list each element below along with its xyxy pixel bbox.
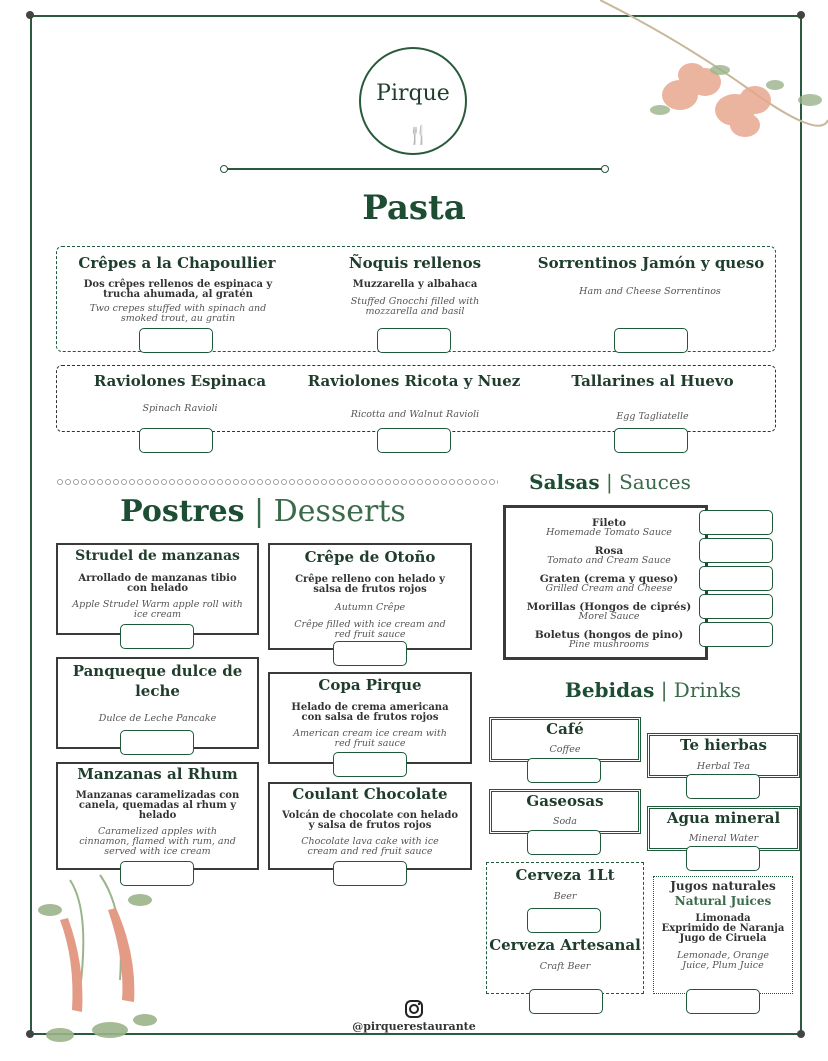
sauce-name: Graten (crema y queso)	[539, 573, 679, 585]
price-box	[529, 989, 603, 1014]
drinks-title-es: Bebidas	[564, 678, 655, 702]
dish-name: Copa Pirque	[318, 676, 422, 694]
price-box	[699, 510, 773, 535]
price-box	[686, 774, 760, 799]
price-box	[333, 861, 407, 886]
restaurant-logo	[359, 47, 467, 155]
dish-name: Sorrentinos Jamón y queso	[537, 254, 765, 272]
pasta-title: Pasta	[362, 188, 466, 228]
logo-divider	[225, 168, 605, 170]
dish-en: Spinach Ravioli	[142, 403, 218, 414]
dish-en: American cream ice cream with red fruit sauce	[293, 728, 447, 749]
drink-name: Cerveza 1Lt	[515, 866, 615, 884]
juice-item: Exprimido de Naranja	[661, 923, 785, 934]
sauce-name: Morillas (Hongos de ciprés)	[526, 601, 692, 613]
drink-en: Beer	[553, 891, 577, 902]
drink-name: Gaseosas	[526, 792, 604, 810]
drinks-title-en: Drinks	[673, 678, 742, 702]
sauce-name: Boletus (hongos de pino)	[534, 629, 684, 641]
price-box	[377, 328, 451, 353]
dish-en: Ham and Cheese Sorrentinos	[579, 286, 721, 297]
drink-en: Coffee	[549, 744, 581, 755]
sauces-title-es: Salsas	[529, 470, 600, 494]
dish-desc: Dos crêpes rellenos de espinaca y trucha ahumada, al gratén	[83, 279, 273, 300]
juice-item: Jugo de Ciruela	[679, 933, 767, 944]
dish-en: Dulce de Leche Pancake	[98, 713, 217, 724]
dish-en: Apple Strudel Warm apple roll with ice cream	[72, 599, 243, 620]
dish-en: Autumn Crêpe	[334, 602, 406, 613]
fork-knife-icon: 🍴	[407, 125, 430, 146]
dish-en: Crêpe filled with ice cream and red fruit sauce	[294, 619, 446, 640]
dish-en: Stuffed Gnocchi filled with mozzarella and basil	[350, 296, 480, 317]
price-box	[527, 908, 601, 933]
drink-name: Agua mineral	[666, 809, 781, 827]
price-box	[699, 566, 773, 591]
price-box	[686, 989, 760, 1014]
drink-en: Soda	[553, 816, 577, 827]
sauce-en: Tomato and Cream Sauce	[547, 555, 671, 566]
price-box	[377, 428, 451, 453]
divider-dot	[220, 165, 228, 173]
instagram-icon[interactable]	[404, 999, 424, 1019]
dish-name: Crêpe de Otoño	[304, 548, 436, 566]
dish-name: Coulant Chocolate	[292, 785, 448, 803]
juices-en-title: Natural Juices	[674, 894, 772, 908]
price-box	[120, 730, 194, 755]
desserts-title-es: Postres	[120, 494, 245, 529]
flower-branch-decoration	[600, 0, 828, 160]
drink-en: Craft Beer	[539, 961, 591, 972]
price-box	[686, 846, 760, 871]
juices-name: Jugos naturales	[670, 879, 776, 893]
price-box	[333, 752, 407, 777]
dish-desc: Helado de crema americana con salsa de frutos rojos	[291, 702, 449, 723]
logo-text: Pirque	[376, 81, 450, 106]
price-box	[333, 641, 407, 666]
dish-name: Crêpes a la Chapoullier	[78, 254, 276, 272]
sauces-title-en: Sauces	[619, 470, 691, 494]
dish-desc: Crêpe relleno con helado y salsa de frutos rojos	[295, 574, 445, 595]
sauce-en: Morel Sauce	[578, 611, 640, 622]
drink-name: Cerveza Artesanal	[489, 936, 641, 954]
fuchsia-flower-decoration	[30, 870, 170, 1050]
title-separator: |	[244, 494, 274, 529]
price-box	[527, 830, 601, 855]
section-divider	[56, 479, 498, 485]
sauce-en: Pine mushrooms	[568, 639, 650, 650]
dish-desc: Volcán de chocolate con helado y salsa de frutos rojos	[281, 810, 459, 831]
price-box	[699, 538, 773, 563]
dish-en: Caramelized apples with cinnamon, flamed with rum, and served with ice cream	[79, 826, 236, 857]
dish-name: Panqueque dulce de leche	[72, 662, 243, 700]
dish-name: Tallarines al Huevo	[571, 372, 734, 390]
sauce-name: Rosa	[594, 545, 624, 557]
sauce-name: Fileto	[592, 517, 626, 529]
dish-desc: Muzzarella y albahaca	[352, 279, 478, 290]
divider-dot	[601, 165, 609, 173]
drink-en: Mineral Water	[688, 833, 759, 844]
drink-en: Herbal Tea	[696, 761, 751, 772]
price-box	[120, 861, 194, 886]
price-box	[699, 594, 773, 619]
drink-name: Café	[546, 720, 584, 738]
juice-item: Limonada	[695, 913, 751, 924]
price-box	[614, 328, 688, 353]
instagram-handle[interactable]: @pirquerestaurante	[352, 1020, 476, 1033]
juices-en: Lemonade, Orange Juice, Plum Juice	[677, 950, 769, 971]
sauce-en: Grilled Cream and Cheese	[545, 583, 673, 594]
price-box	[120, 624, 194, 649]
price-box	[699, 622, 773, 647]
sauces-title	[505, 470, 715, 494]
drink-name: Te hierbas	[680, 736, 767, 754]
dish-en: Ricotta and Walnut Ravioli	[350, 409, 480, 420]
desserts-title-en: Desserts	[273, 494, 406, 529]
price-box	[527, 758, 601, 783]
dish-name: Manzanas al Rhum	[77, 765, 238, 783]
dish-en: Egg Tagliatelle	[616, 411, 689, 422]
dish-desc: Manzanas caramelizadas con canela, quemadas al rhum y helado	[75, 790, 240, 821]
dish-en: Chocolate lava cake with ice cream and red fruit sauce	[301, 836, 439, 857]
price-box	[139, 428, 213, 453]
price-box	[139, 328, 213, 353]
corner-dot	[797, 1030, 805, 1038]
dish-name: Raviolones Ricota y Nuez	[307, 372, 521, 390]
dish-name: Raviolones Espinaca	[93, 372, 267, 390]
dish-en: Two crepes stuffed with spinach and smoked trout, au gratin	[89, 303, 267, 324]
corner-dot	[26, 11, 34, 19]
drinks-title	[548, 678, 758, 702]
price-box	[614, 428, 688, 453]
dish-name: Ñoquis rellenos	[348, 254, 482, 272]
sauce-en: Homemade Tomato Sauce	[546, 527, 672, 538]
title-separator: |	[599, 470, 620, 494]
title-separator: |	[654, 678, 674, 702]
dish-name: Strudel de manzanas	[75, 548, 240, 564]
desserts-title	[108, 494, 418, 529]
dish-desc: Arrollado de manzanas tibio con helado	[78, 573, 237, 594]
